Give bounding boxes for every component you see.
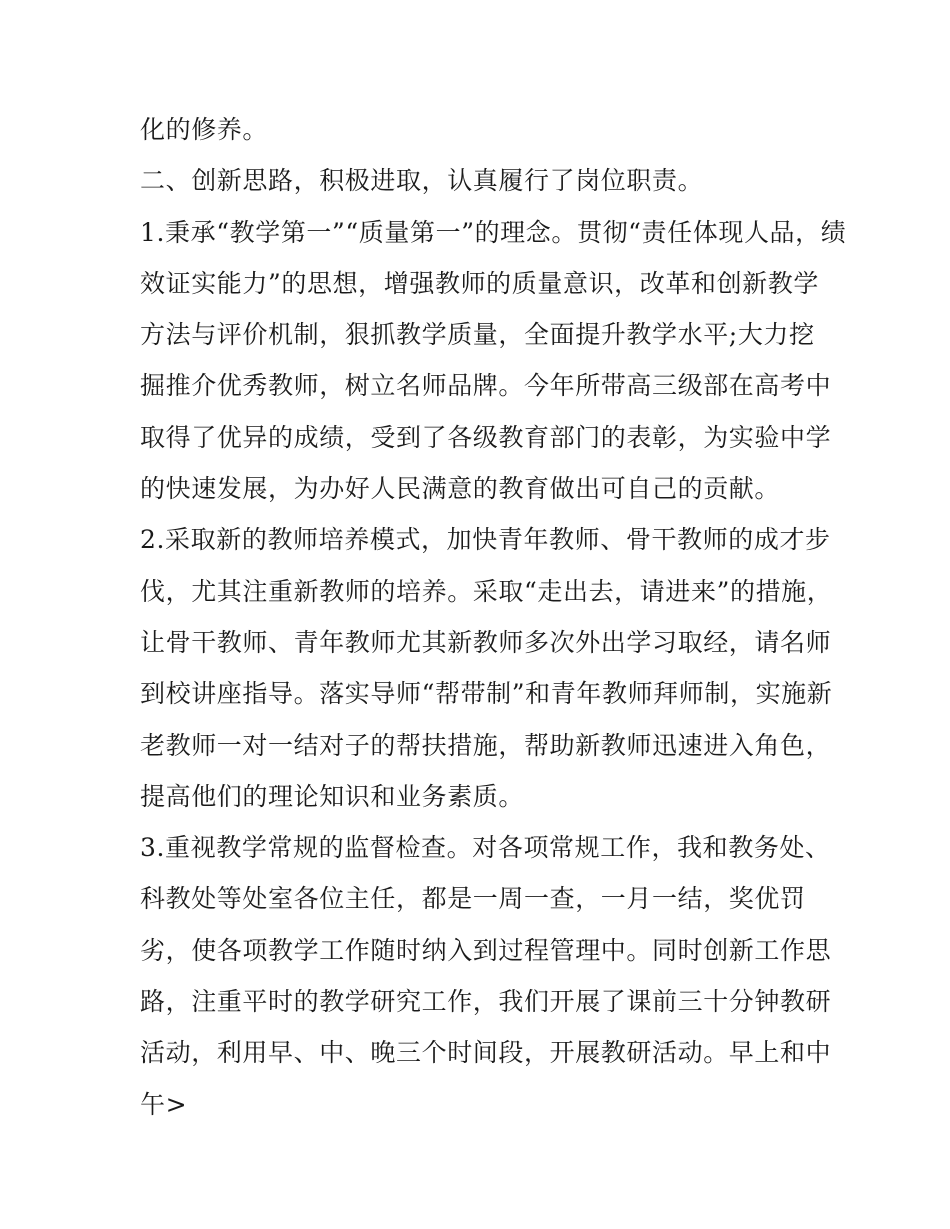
text-line: 伐，尤其注重新教师的培养。采取“走出去，请进来”的措施， xyxy=(140,576,833,606)
text-line: 活动，利用早、中、晚三个时间段，开展教研活动。早上和中 xyxy=(140,1038,832,1068)
text-line: 劣，使各项教学工作随时纳入到过程管理中。同时创新工作思 xyxy=(140,935,832,965)
text-line: 老教师一对一结对子的帮扶措施，帮助新教师迅速进入角色， xyxy=(140,730,832,760)
text-line: 的快速发展，为办好人民满意的教育做出可自己的贡献。 xyxy=(140,474,781,504)
text-line: 取得了优异的成绩，受到了各级教育部门的表彰，为实验中学 xyxy=(140,422,832,452)
text-line: 科教处等处室各位主任，都是一周一查，一月一结，奖优罚 xyxy=(140,884,806,914)
text-line: 午> xyxy=(140,1089,188,1119)
text-line: 效证实能力”的思想，增强教师的质量意识，改革和创新教学 xyxy=(140,268,819,298)
text-line: 路，注重平时的教学研究工作，我们开展了课前三十分钟教研 xyxy=(140,987,832,1017)
text-line: 让骨干教师、青年教师尤其新教师多次外出学习取经，请名师 xyxy=(140,627,832,657)
document-body xyxy=(140,104,847,1130)
text-line: 提高他们的理论知识和业务素质。 xyxy=(140,781,525,811)
text-line: 到校讲座指导。落实导师“帮带制”和青年教师拜师制，实施新 xyxy=(140,679,833,709)
section-heading: 二、创新思路，积极进取，认真履行了岗位职责。 xyxy=(140,166,704,196)
text-line: 掘推介优秀教师，树立名师品牌。今年所带高三级部在高考中 xyxy=(140,371,832,401)
text-line: 2.采取新的教师培养模式，加快青年教师、骨干教师的成才步 xyxy=(140,525,831,555)
text-line: 化的修养。 xyxy=(140,115,269,144)
text-line: 3.重视教学常规的监督检查。对各项常规工作，我和教务处、 xyxy=(140,833,831,863)
text-line: 1.秉承“教学第一”“质量第一”的理念。贯彻“责任体现人品，绩 xyxy=(140,217,847,247)
text-line: 方法与评价机制，狠抓教学质量，全面提升教学水平;大力挖 xyxy=(140,320,815,350)
